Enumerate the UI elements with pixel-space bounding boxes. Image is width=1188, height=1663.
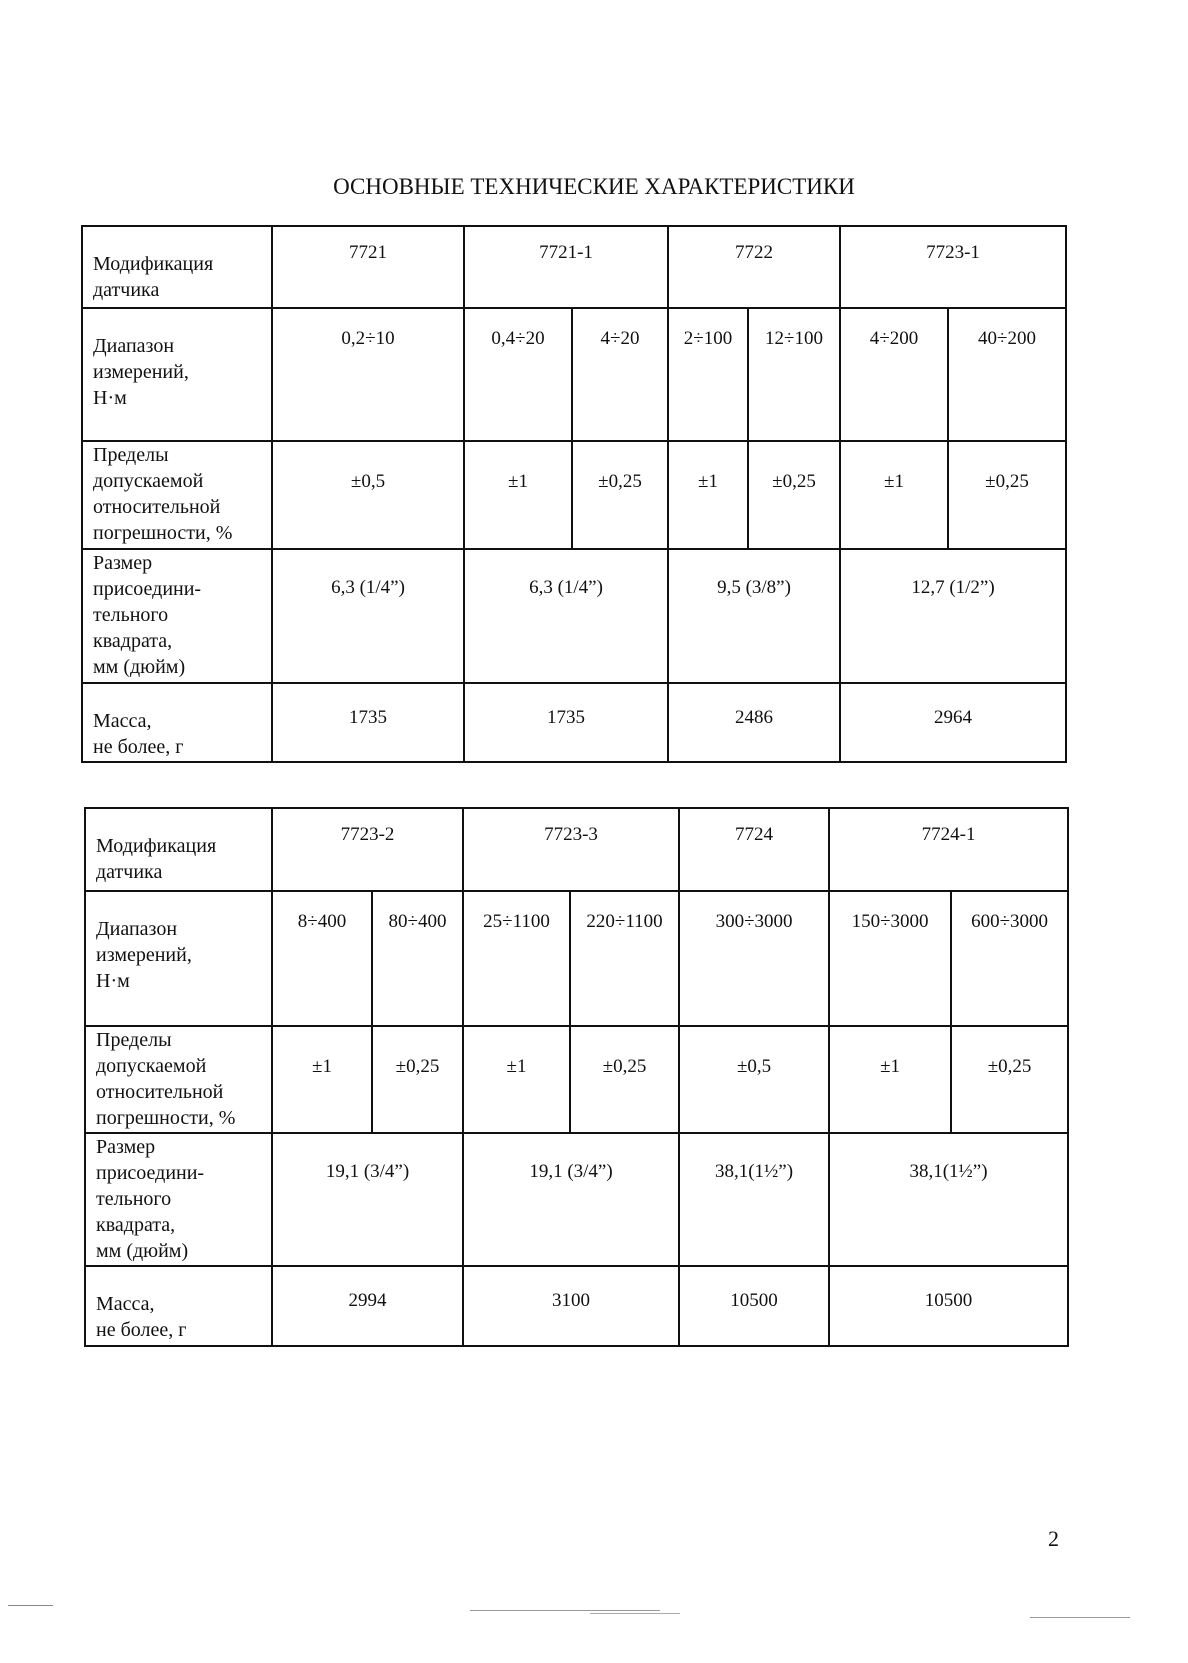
row-label-range — [85, 891, 272, 1026]
label-line: тельного — [93, 604, 169, 626]
error-cell: ±1 — [668, 441, 748, 549]
square-cell: 19,1 (3/4”) — [272, 1133, 463, 1266]
row-label-square — [85, 1133, 272, 1266]
label-line: присоедини- — [96, 1162, 205, 1184]
square-cell: 38,1(1½”) — [679, 1133, 829, 1266]
model-cell: 7721 — [272, 226, 464, 308]
row-mass — [85, 1266, 1068, 1346]
label-line: Размер — [96, 1136, 156, 1158]
square-cell: 19,1 (3/4”) — [463, 1133, 679, 1266]
label-line: Пределы — [93, 444, 169, 466]
mass-cell: 1735 — [272, 683, 464, 762]
error-cell: ±1 — [840, 441, 948, 549]
label-line: не более, г — [96, 1319, 187, 1341]
row-label-modification — [82, 226, 272, 308]
page-title: ОСНОВНЫЕ ТЕХНИЧЕСКИЕ ХАРАКТЕРИСТИКИ — [333, 174, 855, 199]
error-cell: ±0,25 — [951, 1026, 1068, 1133]
range-cell: 40÷200 — [948, 308, 1066, 441]
label-line: допускаемой — [96, 1055, 207, 1077]
mass-cell: 10500 — [679, 1266, 829, 1346]
error-cell: ±1 — [829, 1026, 951, 1133]
range-cell: 600÷3000 — [951, 891, 1068, 1026]
error-cell: ±1 — [272, 1026, 372, 1133]
model-cell: 7721-1 — [464, 226, 668, 308]
range-cell: 0,2÷10 — [272, 308, 464, 441]
error-cell: ±1 — [464, 441, 572, 549]
range-cell: 0,4÷20 — [464, 308, 572, 441]
range-cell: 4÷200 — [840, 308, 948, 441]
range-cell: 12÷100 — [748, 308, 840, 441]
row-label-range — [82, 308, 272, 441]
label-line: Н·м — [93, 387, 127, 409]
label-line: Диапазон — [93, 335, 175, 357]
label-line: Масса, — [96, 1293, 155, 1315]
label-line: допускаемой — [93, 470, 204, 492]
error-cell: ±0,25 — [748, 441, 840, 549]
mass-cell: 2994 — [272, 1266, 463, 1346]
scan-artifact — [1030, 1617, 1130, 1618]
row-label-modification — [85, 808, 272, 891]
label-line: измерений, — [96, 944, 192, 966]
label-line: Размер — [93, 552, 153, 574]
label-line: тельного — [96, 1188, 172, 1210]
label-line: Диапазон — [96, 918, 178, 940]
range-cell: 300÷3000 — [679, 891, 829, 1026]
label-line: Пределы — [96, 1029, 172, 1051]
row-label-square — [82, 549, 272, 683]
label-line: датчика — [93, 279, 160, 301]
label-line: мм (дюйм) — [96, 1240, 189, 1262]
spec-table-2 — [84, 807, 1069, 1347]
row-modification — [85, 808, 1068, 891]
row-square — [82, 549, 1066, 683]
square-cell: 12,7 (1/2”) — [840, 549, 1066, 683]
row-label-mass — [85, 1266, 272, 1346]
row-modification — [82, 226, 1066, 308]
model-cell: 7724-1 — [829, 808, 1068, 891]
mass-cell: 2964 — [840, 683, 1066, 762]
model-cell: 7723-2 — [272, 808, 463, 891]
mass-cell: 1735 — [464, 683, 668, 762]
label-line: погрешности, % — [96, 1107, 236, 1129]
label-line: измерений, — [93, 361, 189, 383]
row-mass — [82, 683, 1066, 762]
model-cell: 7724 — [679, 808, 829, 891]
range-cell: 25÷1100 — [463, 891, 570, 1026]
model-cell: 7723-3 — [463, 808, 679, 891]
row-square — [85, 1133, 1068, 1266]
error-cell: ±1 — [463, 1026, 570, 1133]
model-cell: 7722 — [668, 226, 840, 308]
label-line: Модификация — [93, 253, 214, 275]
range-cell: 4÷20 — [572, 308, 668, 441]
label-line: относительной — [96, 1081, 224, 1103]
row-label-mass — [82, 683, 272, 762]
error-cell: ±0,25 — [570, 1026, 679, 1133]
label-line: Модификация — [96, 835, 217, 857]
range-cell: 220÷1100 — [570, 891, 679, 1026]
row-label-error — [82, 441, 272, 549]
error-cell: ±0,25 — [572, 441, 668, 549]
row-label-error — [85, 1026, 272, 1133]
mass-cell: 2486 — [668, 683, 840, 762]
range-cell: 8÷400 — [272, 891, 372, 1026]
label-line: не более, г — [93, 736, 184, 758]
label-line: датчика — [96, 861, 163, 883]
range-cell: 80÷400 — [372, 891, 463, 1026]
square-cell: 9,5 (3/8”) — [668, 549, 840, 683]
error-cell: ±0,25 — [372, 1026, 463, 1133]
mass-cell: 3100 — [463, 1266, 679, 1346]
row-error — [82, 441, 1066, 549]
square-cell: 6,3 (1/4”) — [272, 549, 464, 683]
square-cell: 38,1(1½”) — [829, 1133, 1068, 1266]
error-cell: ±0,5 — [679, 1026, 829, 1133]
scan-artifact — [8, 1605, 53, 1606]
row-range — [82, 308, 1066, 441]
label-line: Н·м — [96, 970, 130, 992]
row-error — [85, 1026, 1068, 1133]
page-number: 2 — [1048, 1526, 1059, 1551]
label-line: квадрата, — [93, 630, 173, 652]
model-cell: 7723-1 — [840, 226, 1066, 308]
scan-artifact — [590, 1613, 680, 1614]
row-range — [85, 891, 1068, 1026]
range-cell: 150÷3000 — [829, 891, 951, 1026]
error-cell: ±0,5 — [272, 441, 464, 549]
label-line: мм (дюйм) — [93, 656, 186, 678]
label-line: погрешности, % — [93, 522, 233, 544]
label-line: присоедини- — [93, 578, 202, 600]
mass-cell: 10500 — [829, 1266, 1068, 1346]
scan-artifact — [470, 1610, 660, 1611]
spec-table-1 — [81, 225, 1067, 763]
label-line: относительной — [93, 496, 221, 518]
label-line: квадрата, — [96, 1214, 176, 1236]
square-cell: 6,3 (1/4”) — [464, 549, 668, 683]
range-cell: 2÷100 — [668, 308, 748, 441]
error-cell: ±0,25 — [948, 441, 1066, 549]
label-line: Масса, — [93, 710, 152, 732]
